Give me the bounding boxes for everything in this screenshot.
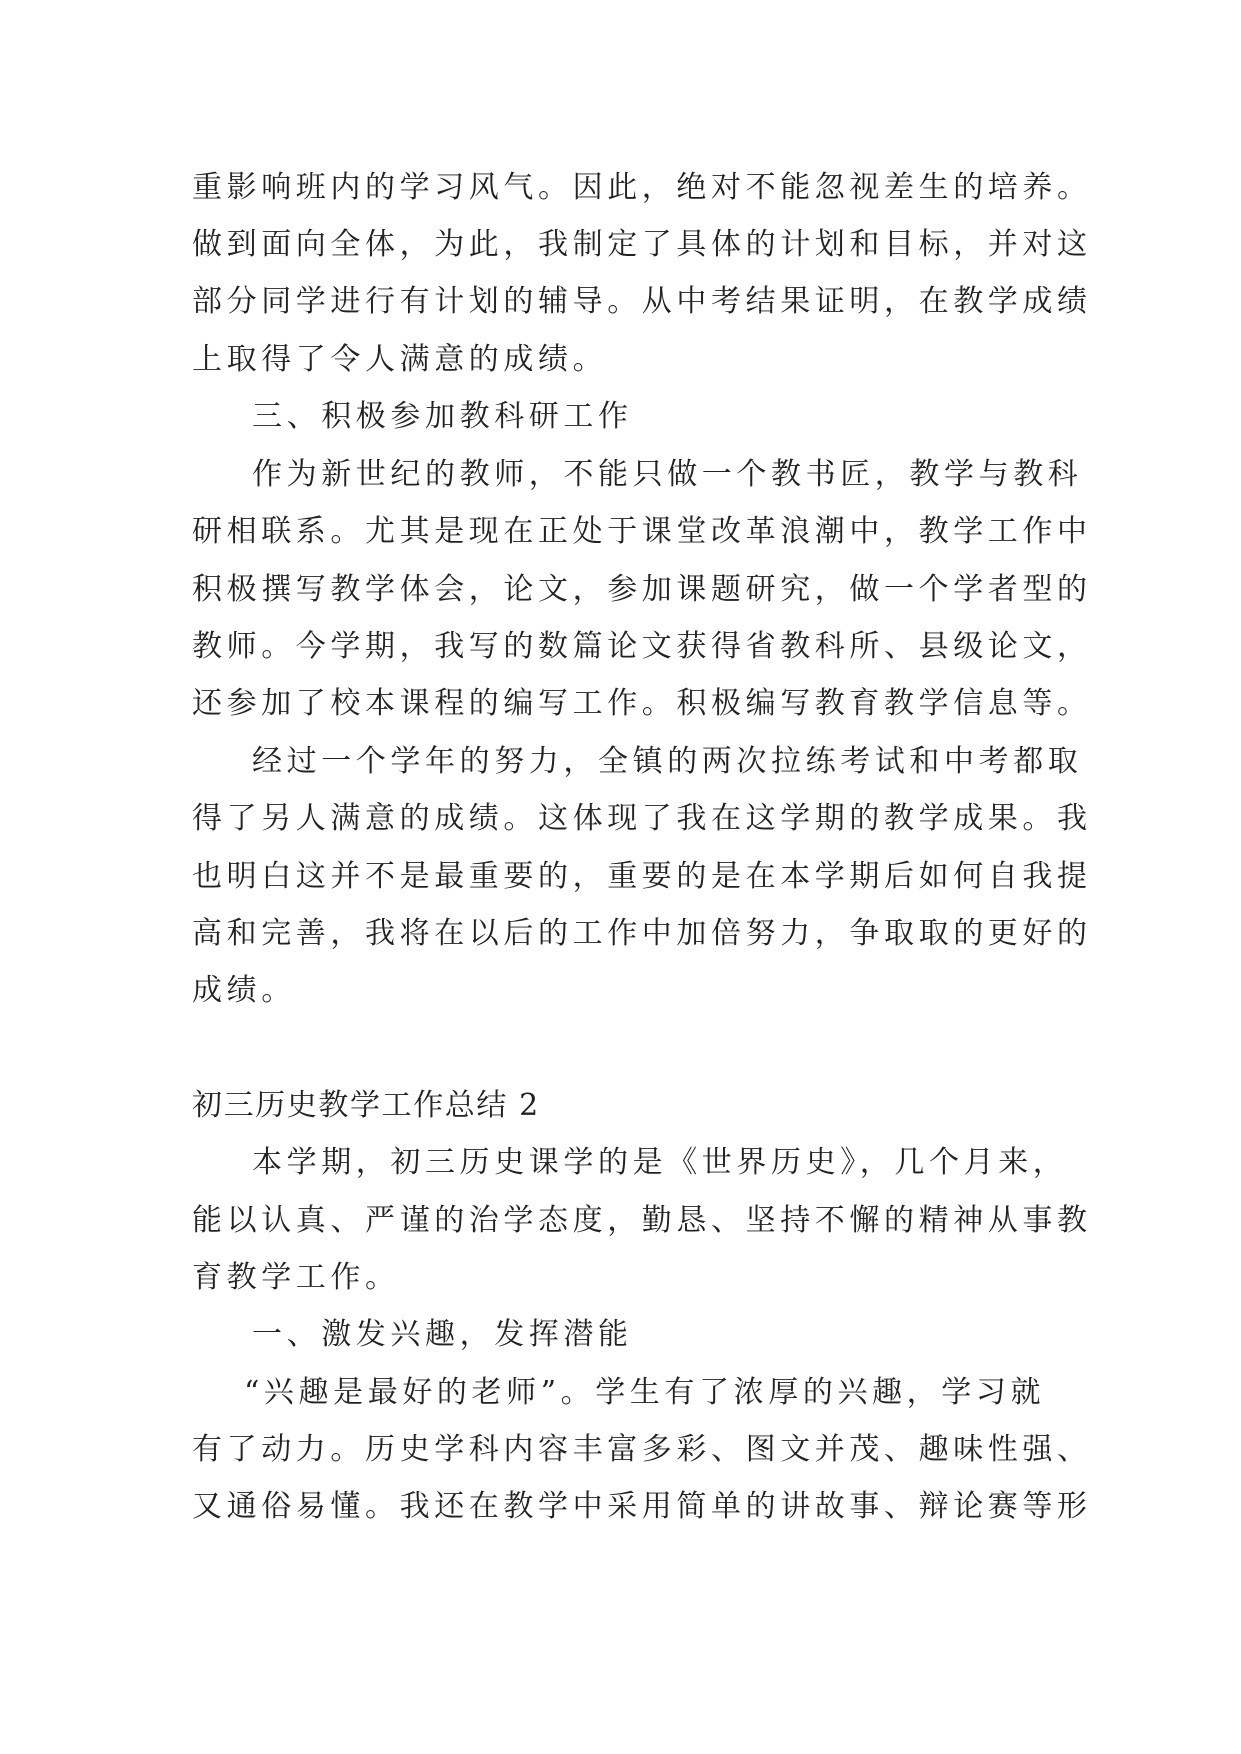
text-line: 有了动力。历史学科内容丰富多彩、图文并茂、趣味性强、: [192, 1432, 1092, 1467]
text-line: 成绩。: [192, 973, 296, 1008]
text-line: 能以认真、严谨的治学态度，勤恳、坚持不懈的精神从事教: [192, 1203, 1092, 1238]
section-heading: 三、积极参加教科研工作: [252, 399, 633, 434]
text-line: “兴趣是最好的老师”。学生有了浓厚的兴趣，学习就: [244, 1375, 1046, 1410]
text-line: 做到面向全体，为此，我制定了具体的计划和目标，并对这: [192, 227, 1092, 262]
text-line: 又通俗易懂。我还在教学中采用简单的讲故事、辩论赛等形: [192, 1489, 1092, 1524]
text-line: 还参加了校本课程的编写工作。积极编写教育教学信息等。: [192, 686, 1092, 721]
section-heading: 一、激发兴趣，发挥潜能: [252, 1317, 633, 1352]
document-title: 初三历史教学工作总结 2: [192, 1088, 540, 1123]
text-line: 重影响班内的学习风气。因此，绝对不能忽视差生的培养。: [192, 170, 1092, 205]
text-line: 积极撰写教学体会，论文，参加课题研究，做一个学者型的: [192, 572, 1092, 607]
text-line: 经过一个学年的努力，全镇的两次拉练考试和中考都取: [252, 744, 1083, 779]
text-line: 作为新世纪的教师，不能只做一个教书匠，教学与教科: [252, 457, 1083, 492]
text-line: 得了另人满意的成绩。这体现了我在这学期的教学成果。我: [192, 801, 1092, 836]
text-line: 本学期，初三历史课学的是《世界历史》，几个月来，: [252, 1145, 1068, 1180]
text-line: 研相联系。尤其是现在正处于课堂改革浪潮中，教学工作中: [192, 514, 1092, 549]
text-line: 部分同学进行有计划的辅导。从中考结果证明，在教学成绩: [192, 284, 1092, 319]
text-line: 上取得了令人满意的成绩。: [192, 342, 608, 377]
text-line: 也明白这并不是最重要的，重要的是在本学期后如何自我提: [192, 859, 1092, 894]
text-line: 教师。今学期，我写的数篇论文获得省教科所、县级论文，: [192, 629, 1092, 664]
text-line: 高和完善，我将在以后的工作中加倍努力，争取取的更好的: [192, 916, 1092, 951]
text-line: 育教学工作。: [192, 1260, 400, 1295]
